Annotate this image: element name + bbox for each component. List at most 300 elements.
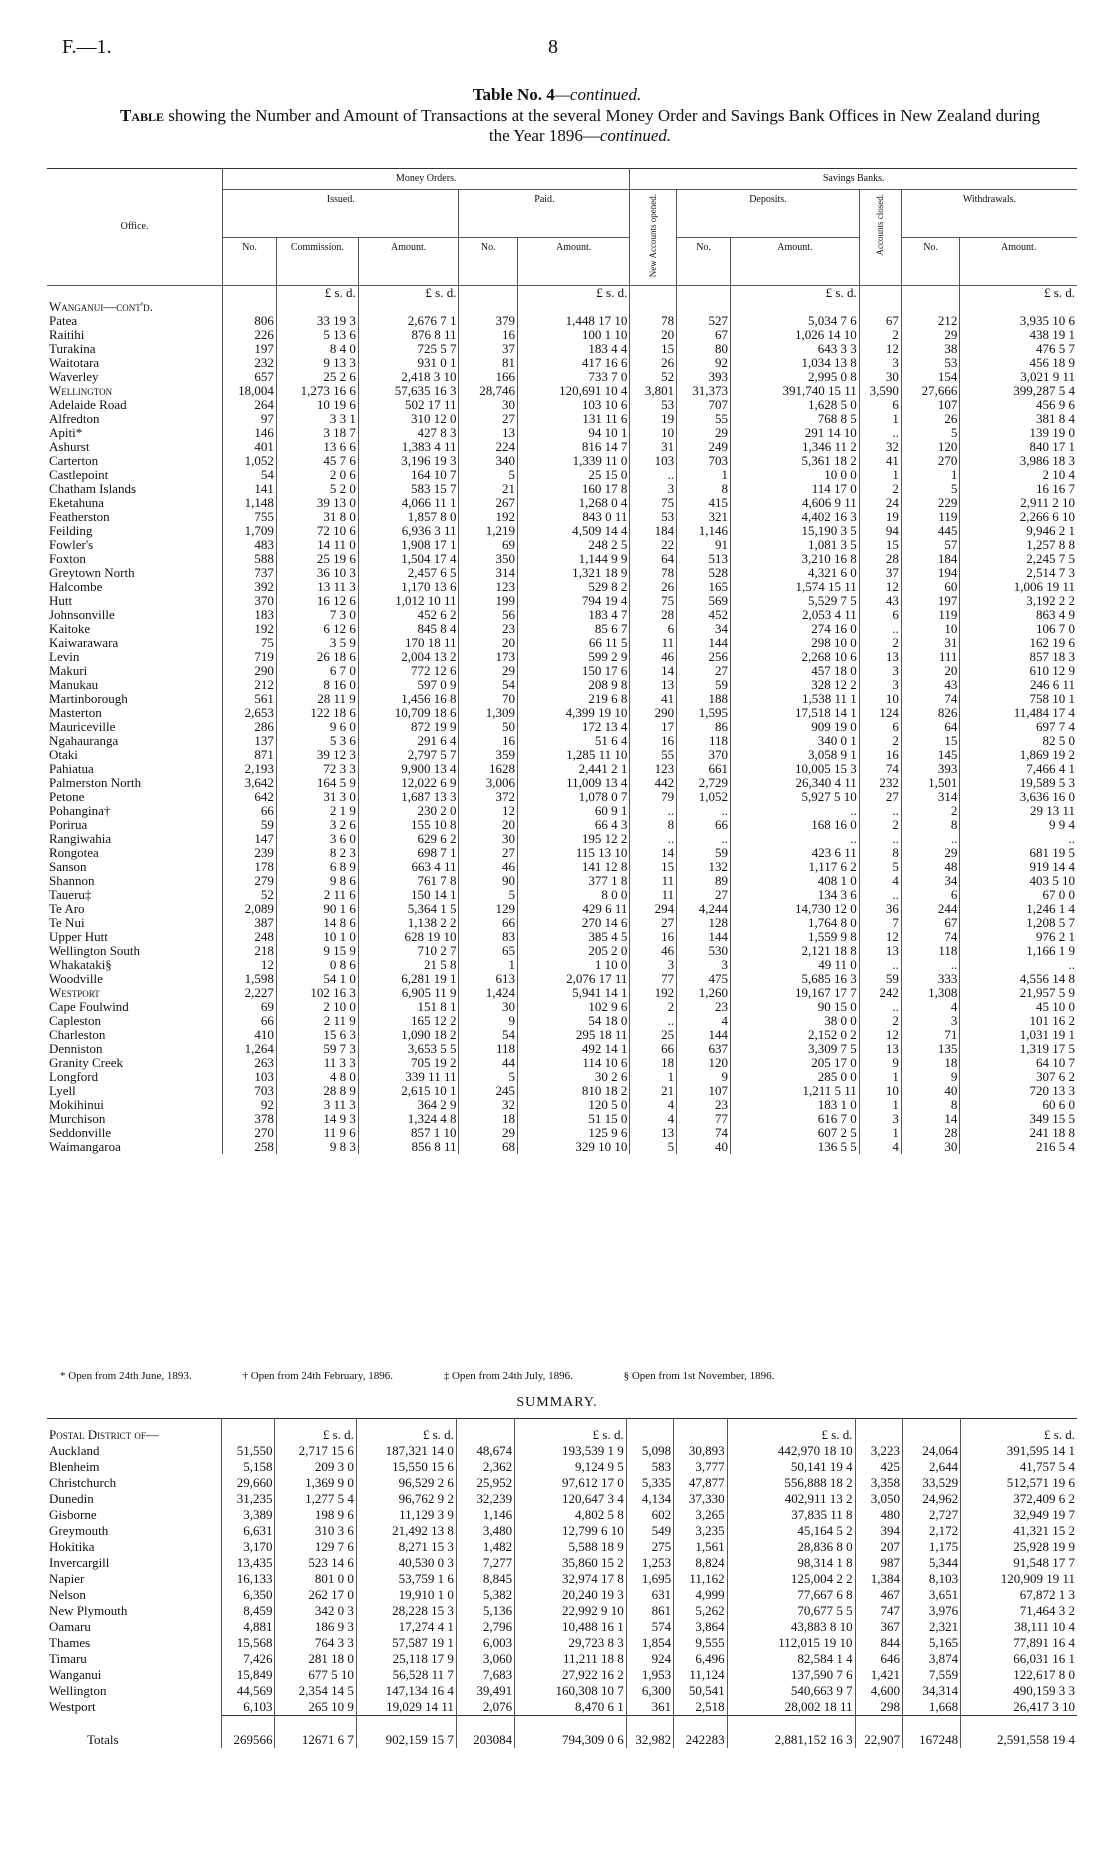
summary-cell: 2,172	[902, 1523, 960, 1539]
data-cell: 60 6 0	[1042, 1097, 1075, 1113]
data-cell: 1,448 17 10	[517, 314, 629, 328]
data-cell: 89	[677, 874, 731, 888]
data-row	[47, 958, 1077, 972]
data-office-label: Capleston	[49, 1013, 101, 1029]
summary-cell: 25,118 17 9	[356, 1651, 456, 1667]
summary-cell: 32,974 17 8	[515, 1571, 627, 1587]
summary-title: SUMMARY.	[516, 1395, 598, 1410]
data-cell: 476 5 7	[1036, 341, 1075, 357]
data-cell: 8 2 3	[276, 846, 358, 860]
subtitle-cont: continued.	[599, 126, 672, 145]
data-cell: 663 4 11	[358, 860, 459, 874]
data-cell: 20	[901, 664, 960, 678]
data-cell: 57,635 16 3	[358, 384, 459, 398]
data-office-label: Johnsonville	[49, 607, 115, 623]
data-cell: 33 19 3	[276, 314, 358, 328]
data-cell: 147	[223, 832, 277, 846]
data-cell: 2,457 6 5	[358, 566, 459, 580]
summary-cell: 1,854	[626, 1635, 673, 1651]
data-cell: 15	[859, 538, 901, 552]
data-cell: 1 10 0	[517, 958, 629, 972]
summary-cell: 56,528 11 7	[356, 1667, 456, 1683]
summary-cell: 22,992 9 10	[515, 1603, 627, 1619]
data-office-label: Waverley	[49, 369, 99, 385]
summary-cell: 9,124 9 5	[515, 1459, 627, 1475]
summary-cell: 97,612 17 0	[515, 1475, 627, 1491]
data-row	[47, 328, 1077, 342]
data-cell: 2	[859, 734, 901, 748]
summary-cell: 5,382	[456, 1587, 514, 1603]
data-cell: 4	[859, 874, 901, 888]
data-office-name	[47, 902, 223, 916]
summary-cell: 4,134	[626, 1491, 673, 1507]
summary-cell: 467	[855, 1587, 902, 1603]
data-row	[47, 1028, 1077, 1042]
data-cell: 131 11 6	[517, 412, 629, 426]
summary-cell: 549	[626, 1523, 673, 1539]
data-cell: 1,052	[677, 790, 731, 804]
data-row	[47, 804, 1077, 818]
data-cell: 37	[459, 342, 518, 356]
summary-cell: 32,949 19 7	[1013, 1507, 1075, 1522]
data-cell: 78	[630, 314, 677, 328]
data-cell: 92	[677, 356, 731, 370]
data-office-label: Porirua	[49, 817, 88, 833]
data-office-name	[47, 524, 223, 538]
data-cell: 427 8 3	[358, 426, 459, 440]
data-cell: 28,746	[459, 384, 518, 398]
data-cell: 248	[223, 930, 277, 944]
data-office-name	[47, 510, 223, 524]
data-office-label: Wellington South	[49, 943, 141, 959]
data-cell: 7 3 0	[276, 608, 358, 622]
data-cell: 710 2 7	[358, 944, 459, 958]
data-cell: 29	[677, 426, 731, 440]
data-office-label: Taueru‡	[49, 887, 92, 903]
data-cell: 150 14 1	[358, 888, 459, 902]
data-row	[47, 608, 1077, 622]
data-row	[47, 902, 1077, 916]
data-cell: 229	[901, 496, 960, 510]
data-cell: 2 11 6	[276, 888, 358, 902]
summary-cell: 265 10 9	[275, 1699, 356, 1716]
data-office-label: Raitihi	[49, 327, 85, 343]
data-office-name	[47, 342, 223, 356]
summary-office-label: Gisborne	[49, 1507, 97, 1522]
footnote-2: † Open from 24th February, 1896.	[242, 1370, 393, 1382]
data-cell: 2 10 0	[276, 1000, 358, 1014]
summary-cell: 57,587 19 1	[356, 1635, 456, 1651]
data-row	[47, 748, 1077, 762]
data-cell: 5,927 5 10	[730, 790, 859, 804]
summary-office-name	[47, 1619, 221, 1635]
data-row	[47, 692, 1077, 706]
units-issued: £ s. d.	[358, 286, 459, 301]
data-row	[47, 832, 1077, 846]
data-cell: 46	[459, 860, 518, 874]
data-cell: 290	[630, 706, 677, 720]
data-cell: 14,730 12 0	[730, 902, 859, 916]
data-office-label: Halcombe	[49, 579, 103, 595]
data-cell: 381 8 4	[1036, 411, 1075, 427]
data-cell: 82 5 0	[1042, 733, 1075, 749]
summary-units-w: £ s. d.	[1043, 1427, 1075, 1442]
data-cell: 111	[901, 650, 960, 664]
data-cell: 1,339 11 0	[517, 454, 629, 468]
data-cell: 55	[630, 748, 677, 762]
summary-cell: 37,835 11 8	[727, 1507, 855, 1523]
summary-cell: 20,240 19 3	[515, 1587, 627, 1603]
data-cell: 415	[677, 496, 731, 510]
data-cell: 393	[901, 762, 960, 776]
data-cell: 71	[901, 1028, 960, 1042]
data-cell: 21	[459, 482, 518, 496]
summary-cell: 15,550 15 6	[356, 1459, 456, 1475]
data-cell: 55	[677, 412, 731, 426]
summary-row	[47, 1699, 1077, 1716]
data-cell: 1,321 18 9	[517, 566, 629, 580]
data-office-label: Pahiatua	[49, 761, 94, 777]
data-office-label: Hutt	[49, 593, 73, 609]
summary-row	[47, 1555, 1077, 1571]
summary-cell: 490,159 3 3	[1013, 1683, 1075, 1698]
data-office-name	[47, 762, 223, 776]
data-office-label: Petone	[49, 789, 85, 805]
data-cell: 3,986 18 3	[1019, 453, 1075, 469]
summary-cell: 281 18 0	[275, 1651, 356, 1667]
data-cell: 876 8 11	[358, 328, 459, 342]
summary-cell: 7,559	[902, 1667, 960, 1683]
data-cell: 6	[859, 720, 901, 734]
data-office-name	[47, 916, 223, 930]
data-cell: 23	[677, 1000, 731, 1014]
summary-cell: 160,308 10 7	[515, 1683, 627, 1699]
data-cell: 21,957 5 9	[1019, 985, 1075, 1001]
data-cell: 31 8 0	[276, 510, 358, 524]
units-withdrawals: £ s. d.	[1043, 285, 1075, 301]
summary-cell: 17,274 4 1	[356, 1619, 456, 1635]
data-cell: 5 13 6	[276, 328, 358, 342]
data-cell: ..	[859, 958, 901, 972]
summary-total-cell: 203084	[456, 1716, 514, 1749]
data-cell: 37	[859, 566, 901, 580]
data-cell: 16	[459, 734, 518, 748]
data-office-label: Martinborough	[49, 691, 128, 707]
data-cell: 307 6 2	[1036, 1069, 1075, 1085]
table-title	[0, 85, 1114, 105]
data-cell: 286	[223, 720, 277, 734]
data-cell: 8	[630, 818, 677, 832]
data-row	[47, 412, 1077, 426]
summary-row	[47, 1539, 1077, 1555]
data-cell: 208 9 8	[517, 678, 629, 692]
data-cell: 14 9 3	[276, 1112, 358, 1126]
data-cell: 2,615 10 1	[358, 1084, 459, 1098]
summary-office-name	[47, 1683, 221, 1699]
data-cell: 871	[223, 748, 277, 762]
summary-cell: 50,541	[674, 1683, 728, 1699]
data-cell: 2	[630, 1000, 677, 1014]
data-cell: 10	[859, 1084, 901, 1098]
data-cell: 339 11 11	[358, 1070, 459, 1084]
summary-cell: 15,849	[221, 1667, 275, 1683]
summary-cell: 372,409 6 2	[1013, 1491, 1075, 1506]
data-cell: 2,266 6 10	[1019, 509, 1075, 525]
data-cell: 11	[630, 888, 677, 902]
data-cell: 385 4 5	[517, 930, 629, 944]
data-cell: 12	[223, 958, 277, 972]
data-row	[47, 566, 1077, 580]
data-cell	[960, 300, 1077, 314]
data-cell: 1,857 8 0	[358, 510, 459, 524]
data-row	[47, 1126, 1077, 1140]
data-cell: 18,004	[223, 384, 277, 398]
summary-cell: 112,015 19 10	[727, 1635, 855, 1651]
data-cell: 270	[901, 454, 960, 468]
summary-row	[47, 1475, 1077, 1491]
data-cell: 445	[901, 524, 960, 538]
summary-cell: 43,883 8 10	[727, 1619, 855, 1635]
summary-office-name	[47, 1443, 221, 1459]
data-cell: 11,484 17 4	[1013, 705, 1075, 721]
data-row	[47, 790, 1077, 804]
summary-cell: 29,660	[221, 1475, 275, 1491]
data-cell: 6,936 3 11	[358, 524, 459, 538]
data-cell: 53	[630, 510, 677, 524]
data-cell: 2,193	[223, 762, 277, 776]
summary-office-label: Oamaru	[49, 1619, 91, 1634]
summary-cell: 3,050	[855, 1491, 902, 1507]
data-cell: 393	[677, 370, 731, 384]
data-office-label: Cape Foulwind	[49, 999, 129, 1015]
data-cell: 29	[901, 846, 960, 860]
data-cell: 28	[859, 552, 901, 566]
data-cell: 258	[223, 1140, 277, 1154]
data-cell: 39 12 3	[276, 748, 358, 762]
data-row	[47, 1042, 1077, 1056]
data-office-name	[47, 986, 223, 1000]
data-office-name	[47, 370, 223, 384]
col-deposits-no: No.	[677, 238, 731, 286]
summary-cell: 342 0 3	[275, 1603, 356, 1619]
data-cell: 10,005 15 3	[730, 762, 859, 776]
data-cell: 53	[901, 356, 960, 370]
data-cell: 4	[901, 1000, 960, 1014]
summary-cell: 26,417 3 10	[1013, 1699, 1075, 1714]
summary-cell: 11,162	[674, 1571, 728, 1587]
data-cell: 3,210 16 8	[730, 552, 859, 566]
data-cell: 69	[459, 538, 518, 552]
summary-cell: 801 0 0	[275, 1571, 356, 1587]
summary-cell: 602	[626, 1507, 673, 1523]
data-cell: 8	[859, 846, 901, 860]
data-office-name	[47, 328, 223, 342]
summary-cell: 21,492 13 8	[356, 1523, 456, 1539]
summary-cell: 574	[626, 1619, 673, 1635]
data-cell: 132	[677, 860, 731, 874]
summary-row	[47, 1571, 1077, 1587]
data-cell: 642	[223, 790, 277, 804]
data-cell: 166	[459, 370, 518, 384]
data-cell: 20	[459, 636, 518, 650]
data-cell: 75	[630, 594, 677, 608]
summary-cell: 1,953	[626, 1667, 673, 1683]
data-cell: 29 13 11	[1029, 803, 1075, 819]
data-cell: 826	[901, 706, 960, 720]
summary-cell: 10,488 16 1	[515, 1619, 627, 1635]
data-cell: 4 8 0	[276, 1070, 358, 1084]
data-cell: 54 18 0	[517, 1014, 629, 1028]
data-cell: 872 19 9	[358, 720, 459, 734]
summary-cell: 2,518	[674, 1699, 728, 1716]
data-office-name	[47, 1112, 223, 1126]
data-cell: 401	[223, 440, 277, 454]
data-cell: 31	[630, 440, 677, 454]
data-cell: 34	[677, 622, 731, 636]
summary-cell: 3,060	[456, 1651, 514, 1667]
data-cell: 53	[630, 398, 677, 412]
data-cell: 160 17 8	[517, 482, 629, 496]
summary-cell: 3,651	[902, 1587, 960, 1603]
data-cell: 4,556 14 8	[1019, 971, 1075, 987]
data-office-name	[47, 622, 223, 636]
data-cell: 733 7 0	[517, 370, 629, 384]
data-cell: ..	[630, 1014, 677, 1028]
data-cell: 613	[459, 972, 518, 986]
data-cell: 173	[459, 650, 518, 664]
data-cell: 154	[901, 370, 960, 384]
data-cell: 178	[223, 860, 277, 874]
data-cell: 9 9 4	[1049, 817, 1075, 833]
data-cell: 64	[901, 720, 960, 734]
summary-cell: 5,262	[674, 1603, 728, 1619]
summary-cell: 12,799 6 10	[515, 1523, 627, 1539]
data-row	[47, 818, 1077, 832]
data-office-label: Waitotara	[49, 355, 100, 371]
data-cell: 6	[901, 888, 960, 902]
summary-office-label: Greymouth	[49, 1523, 109, 1538]
data-cell: 1,574 15 11	[730, 580, 859, 594]
data-office-label: Shannon	[49, 873, 95, 889]
data-office-label: Apiti*	[49, 425, 83, 441]
data-office-name	[47, 356, 223, 370]
data-cell: ..	[1068, 831, 1075, 847]
data-cell: 0 8 6	[276, 958, 358, 972]
data-office-label: Eketahuna	[49, 495, 104, 511]
summary-cell: 9,555	[674, 1635, 728, 1651]
data-cell: 12	[459, 804, 518, 818]
data-cell: 11,009 13 4	[517, 776, 629, 790]
data-cell: 183 1 0	[730, 1098, 859, 1112]
footnote-1: * Open from 24th June, 1893.	[60, 1370, 192, 1382]
data-cell: 27,666	[901, 384, 960, 398]
summary-rows	[47, 1443, 1077, 1748]
data-row	[47, 874, 1077, 888]
summary-office-label: Nelson	[49, 1587, 86, 1602]
data-cell: 21 5 8	[358, 958, 459, 972]
summary-cell: 1,482	[456, 1539, 514, 1555]
data-cell: 77	[677, 1112, 731, 1126]
data-cell: 5,361 18 2	[730, 454, 859, 468]
data-cell: 72 3 3	[276, 762, 358, 776]
data-cell: 8	[677, 482, 731, 496]
data-cell: 14	[901, 1112, 960, 1126]
data-cell: 2	[859, 818, 901, 832]
data-cell: 561	[223, 692, 277, 706]
data-row	[47, 776, 1077, 790]
data-office-label: Adelaide Road	[49, 397, 127, 413]
data-cell: 18	[630, 1056, 677, 1070]
data-cell: 1,456 16 8	[358, 692, 459, 706]
data-cell: 119	[901, 608, 960, 622]
data-cell: 2,418 3 10	[358, 370, 459, 384]
transactions-table	[47, 168, 1077, 1154]
data-cell: 502 17 11	[358, 398, 459, 412]
data-cell: 119	[901, 510, 960, 524]
data-cell: 22	[630, 538, 677, 552]
data-cell: 3,006	[459, 776, 518, 790]
data-cell: 94	[859, 524, 901, 538]
summary-cell: 512,571 19 6	[1006, 1475, 1075, 1490]
data-cell: 1,260	[677, 986, 731, 1000]
data-cell: 80	[677, 342, 731, 356]
data-cell: 279	[223, 874, 277, 888]
summary-cell: 480	[855, 1507, 902, 1523]
summary-cell: 70,677 5 5	[727, 1603, 855, 1619]
data-cell: 34	[901, 874, 960, 888]
summary-office-label: Thames	[49, 1635, 91, 1650]
data-office-label: Whakataki§	[49, 957, 112, 973]
data-cell: 457 18 0	[730, 664, 859, 678]
data-office-name	[47, 454, 223, 468]
data-row	[47, 944, 1077, 958]
data-office-name	[47, 734, 223, 748]
data-cell: 139 19 0	[1029, 425, 1075, 441]
data-row	[47, 468, 1077, 482]
data-cell: 49 11 0	[730, 958, 859, 972]
col-deposits-amount: Amount.	[730, 238, 859, 286]
data-cell: 2,995 0 8	[730, 370, 859, 384]
summary-cell: 11,129 3 9	[356, 1507, 456, 1523]
data-cell: 14 11 0	[276, 538, 358, 552]
data-cell: 32	[459, 1098, 518, 1112]
data-cell: 17,518 14 1	[730, 706, 859, 720]
data-office-label: Feilding	[49, 523, 93, 539]
data-cell: 408 1 0	[730, 874, 859, 888]
summary-cell: 2,321	[902, 1619, 960, 1635]
data-cell: 1,211 5 11	[730, 1084, 859, 1098]
data-cell: 3 18 7	[276, 426, 358, 440]
data-cell: 90	[459, 874, 518, 888]
data-cell: 11 9 6	[276, 1126, 358, 1140]
summary-cell: 11,211 18 8	[515, 1651, 627, 1667]
data-cell: 59 7 3	[276, 1042, 358, 1056]
summary-cell: 402,911 13 2	[727, 1491, 855, 1507]
data-cell	[358, 300, 459, 314]
data-office-label: Patea	[49, 313, 78, 329]
units-row	[47, 286, 1077, 301]
data-cell: 1,908 17 1	[358, 538, 459, 552]
data-cell: 1	[901, 468, 960, 482]
data-cell: 54	[459, 1028, 518, 1042]
data-cell: 370	[677, 748, 731, 762]
data-office-name	[47, 1140, 223, 1154]
data-cell: 768 8 5	[730, 412, 859, 426]
units-commission: £ s. d.	[276, 286, 358, 301]
data-cell: 46	[630, 650, 677, 664]
data-cell: 1,170 13 6	[358, 580, 459, 594]
data-cell: 761 7 8	[358, 874, 459, 888]
